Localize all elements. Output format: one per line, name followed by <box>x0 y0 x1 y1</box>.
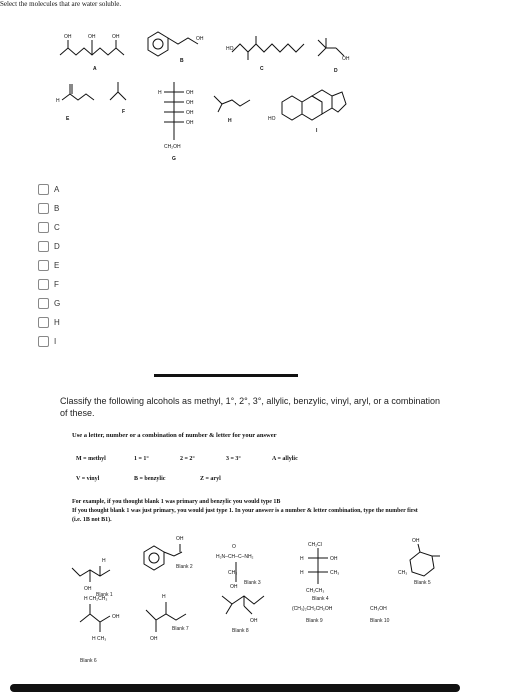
blank3-chain: H₂N–CH–C–NH₂ <box>216 554 254 560</box>
blank4-ch3: CH₃ <box>330 570 340 576</box>
option-h[interactable]: H <box>38 313 60 332</box>
legend-aryl: Z = aryl <box>200 476 221 482</box>
label-i: I <box>316 128 318 134</box>
blank4-oh: OH <box>330 556 338 562</box>
option-d[interactable]: D <box>38 237 60 256</box>
legend-benzylic: B = benzylic <box>134 476 166 482</box>
example-line-2: If you thought blank 1 was just primary, you would just type 1. In your answer is a number & letter combination, type the number first (i.e. 1B not B1). <box>72 508 418 523</box>
option-b[interactable]: B <box>38 199 60 218</box>
blank4-ch2ch3: CH₂CH₃ <box>306 588 325 594</box>
blank7-oh: OH <box>150 636 158 642</box>
mol-g-h1: H <box>158 90 162 96</box>
blank-9-label: Blank 9 <box>306 618 323 624</box>
mol-g-oh2: OH <box>186 100 194 106</box>
mol-g-oh4: OH <box>186 120 194 126</box>
blank10-formula: CH₃OH <box>370 606 387 612</box>
legend-vinyl: V = vinyl <box>76 476 100 482</box>
mol-c-ho: HO <box>226 46 234 52</box>
blank4-ch2cl: CH₂Cl <box>308 542 322 548</box>
legend-methyl: M = methyl <box>76 456 106 462</box>
blank-8-label: Blank 8 <box>232 628 249 634</box>
legend-primary: 1 = 1° <box>134 456 149 462</box>
blank8-skeleton <box>222 596 264 604</box>
question1-prompt: Select the molecules that are water soluble. <box>0 0 122 8</box>
mol-e-h: H <box>56 98 60 104</box>
home-indicator-bar <box>10 684 460 692</box>
blank-4-label: Blank 4 <box>312 596 329 602</box>
blank5-ch3: CH₃ <box>398 570 408 576</box>
blank-3-label: Blank 3 <box>244 580 261 586</box>
mol-g-oh1: OH <box>186 90 194 96</box>
mol-a-oh-1: OH <box>64 34 72 40</box>
blank7-h: H <box>162 594 166 600</box>
mol-b-oh: OH <box>196 36 204 42</box>
blank9-formula: (CH₃)₂CH₂CH₂OH <box>292 606 333 612</box>
blank1-h: H <box>102 558 106 564</box>
option-g[interactable]: G <box>38 294 60 313</box>
label-d: D <box>334 68 338 74</box>
blank-5-label: Blank 5 <box>414 580 431 586</box>
blank1-skeleton <box>72 568 110 576</box>
blank6-hch2ch3: H CH₂CH₃ <box>84 596 108 602</box>
option-a[interactable]: A <box>38 180 60 199</box>
blank-7-label: Blank 7 <box>172 626 189 632</box>
legend-secondary: 2 = 2° <box>180 456 195 462</box>
blank3-oh: OH <box>230 584 238 590</box>
blank2-ring <box>144 546 164 570</box>
legend-allylic: A = allylic <box>272 456 298 462</box>
option-f[interactable]: F <box>38 275 60 294</box>
label-h: H <box>228 118 232 124</box>
blank8-oh: OH <box>250 618 258 624</box>
blank6-skeleton <box>80 614 110 622</box>
option-c[interactable]: C <box>38 218 60 237</box>
mol-g-ch2oh: CH₂OH <box>164 144 181 150</box>
label-c: C <box>260 66 264 72</box>
example-line-1: For example, if you thought blank 1 was primary and benzylic you would type 1B <box>72 499 281 505</box>
blank5-oh: OH <box>412 538 420 544</box>
option-i[interactable]: I <box>38 332 60 351</box>
blank4-h1: H <box>300 556 304 562</box>
blank-10-label: Blank 10 <box>370 618 390 624</box>
mol-a-oh-2: OH <box>88 34 96 40</box>
label-e: E <box>66 116 70 122</box>
blank3-ch2: CH₂ <box>228 570 238 576</box>
mol-i-ho: HO <box>268 116 276 122</box>
option-e[interactable]: E <box>38 256 60 275</box>
label-f: F <box>122 109 126 115</box>
blank4-h2: H <box>300 570 304 576</box>
blank-1-label: Blank 1 <box>96 592 113 598</box>
blank2-oh: OH <box>176 536 184 542</box>
blank-2-label: Blank 2 <box>176 564 193 570</box>
blank3-o: O <box>232 544 236 550</box>
blank6-hch3: H CH₃ <box>92 636 107 642</box>
label-g: G <box>172 156 176 162</box>
blank1-oh: OH <box>84 586 92 592</box>
blank5-ring <box>410 552 434 576</box>
label-b: B <box>180 58 184 64</box>
mol-d-oh: OH <box>342 56 350 62</box>
blank6-oh: OH <box>112 614 120 620</box>
mol-a-oh-3: OH <box>112 34 120 40</box>
question2-instruction: Use a letter, number or a combination of number & letter for your answer <box>72 432 277 439</box>
question2-prompt: Classify the following alcohols as methyl, 1°, 2°, 3°, allylic, benzylic, vinyl, aryl, or a combination of these. <box>60 396 440 418</box>
label-a: A <box>93 66 97 72</box>
mol-g-oh3: OH <box>186 110 194 116</box>
blank-6-label: Blank 6 <box>80 658 97 664</box>
legend-tertiary: 3 = 3° <box>226 456 241 462</box>
